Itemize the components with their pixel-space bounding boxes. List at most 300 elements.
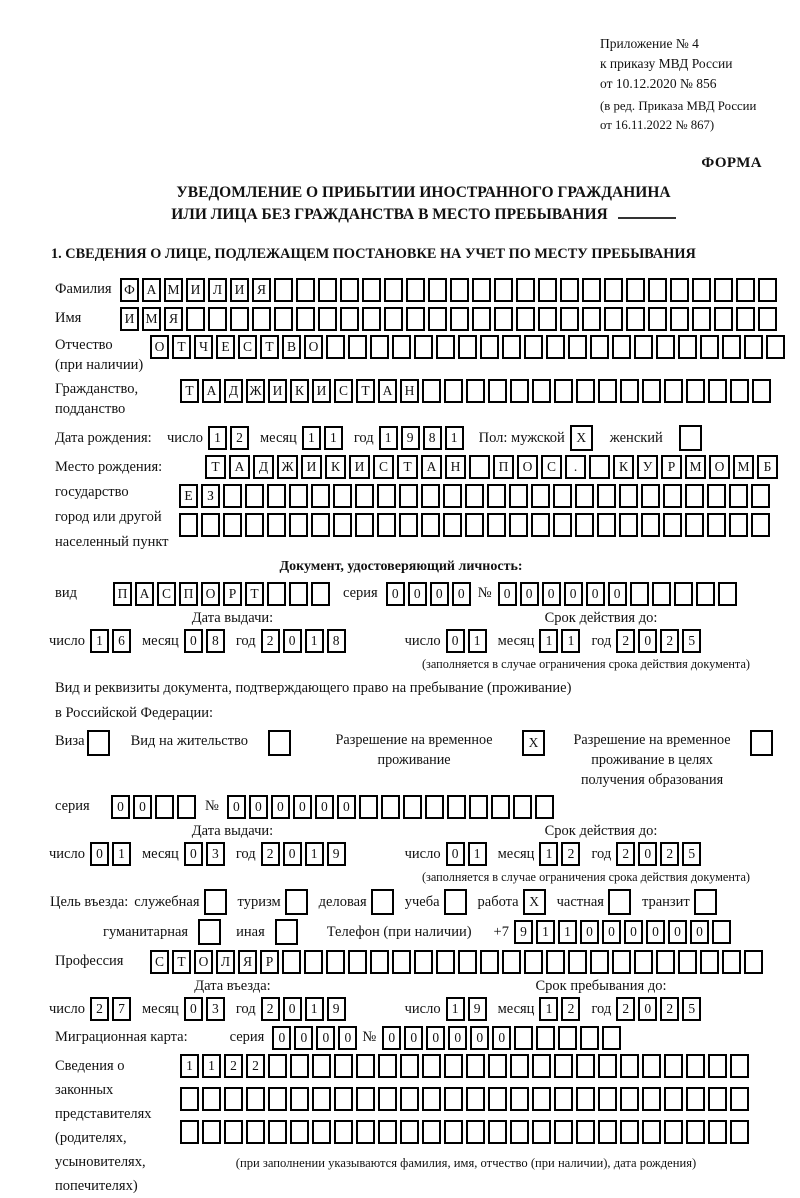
res-number-input[interactable]	[227, 795, 557, 819]
char-cell[interactable]	[608, 889, 631, 915]
char-cell[interactable]: М	[164, 278, 183, 302]
char-cell[interactable]: 0	[272, 1026, 291, 1050]
char-cell[interactable]	[311, 513, 330, 537]
char-cell[interactable]	[568, 335, 587, 359]
char-cell[interactable]: 1	[539, 842, 558, 866]
char-cell[interactable]: 0	[446, 842, 465, 866]
char-cell[interactable]: О	[150, 335, 169, 359]
char-cell[interactable]: X	[523, 889, 546, 915]
char-cell[interactable]	[466, 1087, 485, 1111]
birth-year-input[interactable]	[379, 426, 467, 450]
char-cell[interactable]	[685, 513, 704, 537]
char-cell[interactable]	[730, 1054, 749, 1078]
char-cell[interactable]	[536, 1026, 555, 1050]
char-cell[interactable]	[274, 278, 293, 302]
temp-residence-checkbox[interactable]	[522, 730, 548, 756]
char-cell[interactable]: 0	[184, 997, 203, 1021]
char-cell[interactable]: Я	[164, 307, 183, 331]
char-cell[interactable]: И	[120, 307, 139, 331]
char-cell[interactable]	[744, 950, 763, 974]
char-cell[interactable]	[604, 307, 623, 331]
char-cell[interactable]	[590, 950, 609, 974]
char-cell[interactable]: И	[186, 278, 205, 302]
char-cell[interactable]	[707, 484, 726, 508]
char-cell[interactable]	[312, 1087, 331, 1111]
char-cell[interactable]: 1	[446, 997, 465, 1021]
char-cell[interactable]	[399, 513, 418, 537]
char-cell[interactable]	[612, 950, 631, 974]
char-cell[interactable]	[403, 795, 422, 819]
char-cell[interactable]	[598, 1054, 617, 1078]
char-cell[interactable]	[516, 307, 535, 331]
char-cell[interactable]	[466, 379, 485, 403]
char-cell[interactable]	[400, 1054, 419, 1078]
char-cell[interactable]: Т	[260, 335, 279, 359]
char-cell[interactable]: 0	[638, 842, 657, 866]
char-cell[interactable]	[558, 1026, 577, 1050]
char-cell[interactable]	[422, 1120, 441, 1144]
char-cell[interactable]: 1	[539, 629, 558, 653]
char-cell[interactable]	[766, 335, 785, 359]
residence-permit-checkbox[interactable]	[268, 730, 294, 756]
representatives-input-row1[interactable]	[180, 1054, 752, 1078]
char-cell[interactable]	[538, 307, 557, 331]
char-cell[interactable]	[421, 513, 440, 537]
char-cell[interactable]: 2	[561, 842, 580, 866]
char-cell[interactable]	[334, 1120, 353, 1144]
char-cell[interactable]	[422, 1087, 441, 1111]
char-cell[interactable]	[630, 582, 649, 606]
char-cell[interactable]	[509, 513, 528, 537]
char-cell[interactable]	[538, 278, 557, 302]
char-cell[interactable]: М	[685, 455, 706, 479]
char-cell[interactable]	[714, 278, 733, 302]
char-cell[interactable]	[597, 513, 616, 537]
char-cell[interactable]	[425, 795, 444, 819]
char-cell[interactable]: Ж	[246, 379, 265, 403]
char-cell[interactable]	[714, 307, 733, 331]
char-cell[interactable]	[694, 889, 717, 915]
char-cell[interactable]: Е	[179, 484, 198, 508]
char-cell[interactable]: В	[282, 335, 301, 359]
char-cell[interactable]	[450, 278, 469, 302]
birth-month-input[interactable]	[302, 426, 346, 450]
char-cell[interactable]	[612, 335, 631, 359]
char-cell[interactable]	[311, 582, 330, 606]
doc-issue-day-input[interactable]	[90, 629, 134, 653]
char-cell[interactable]	[458, 950, 477, 974]
char-cell[interactable]	[371, 889, 394, 915]
char-cell[interactable]: А	[421, 455, 442, 479]
char-cell[interactable]	[268, 1087, 287, 1111]
char-cell[interactable]	[752, 379, 771, 403]
char-cell[interactable]: П	[113, 582, 132, 606]
char-cell[interactable]	[620, 1054, 639, 1078]
char-cell[interactable]: И	[230, 278, 249, 302]
char-cell[interactable]	[312, 1120, 331, 1144]
char-cell[interactable]	[648, 278, 667, 302]
char-cell[interactable]	[348, 950, 367, 974]
char-cell[interactable]: 1	[468, 629, 487, 653]
char-cell[interactable]: 1	[324, 426, 343, 450]
char-cell[interactable]	[708, 379, 727, 403]
char-cell[interactable]: 1	[536, 920, 555, 944]
char-cell[interactable]: Л	[208, 278, 227, 302]
char-cell[interactable]	[560, 278, 579, 302]
char-cell[interactable]	[664, 1054, 683, 1078]
doc-valid-day-input[interactable]	[446, 629, 490, 653]
char-cell[interactable]	[186, 307, 205, 331]
char-cell[interactable]: Д	[253, 455, 274, 479]
char-cell[interactable]	[326, 950, 345, 974]
char-cell[interactable]: 2	[261, 842, 280, 866]
stay-day-input[interactable]	[446, 997, 490, 1021]
char-cell[interactable]	[663, 484, 682, 508]
char-cell[interactable]	[642, 1054, 661, 1078]
char-cell[interactable]: 1	[561, 629, 580, 653]
entry-day-input[interactable]	[90, 997, 134, 1021]
char-cell[interactable]: 0	[690, 920, 709, 944]
char-cell[interactable]: 0	[315, 795, 334, 819]
char-cell[interactable]: 1	[305, 997, 324, 1021]
char-cell[interactable]	[334, 1087, 353, 1111]
char-cell[interactable]: 0	[283, 997, 302, 1021]
char-cell[interactable]: 2	[660, 842, 679, 866]
entry-year-input[interactable]	[261, 997, 349, 1021]
char-cell[interactable]: 1	[302, 426, 321, 450]
char-cell[interactable]	[575, 513, 594, 537]
char-cell[interactable]: С	[373, 455, 394, 479]
stay-month-input[interactable]	[539, 997, 583, 1021]
char-cell[interactable]	[664, 379, 683, 403]
char-cell[interactable]: 2	[660, 997, 679, 1021]
char-cell[interactable]	[488, 1054, 507, 1078]
char-cell[interactable]	[377, 513, 396, 537]
char-cell[interactable]	[546, 335, 565, 359]
char-cell[interactable]: 0	[580, 920, 599, 944]
char-cell[interactable]	[670, 278, 689, 302]
char-cell[interactable]	[532, 1087, 551, 1111]
char-cell[interactable]	[356, 1087, 375, 1111]
char-cell[interactable]	[554, 1054, 573, 1078]
char-cell[interactable]: 0	[283, 842, 302, 866]
char-cell[interactable]: 0	[430, 582, 449, 606]
char-cell[interactable]: И	[301, 455, 322, 479]
char-cell[interactable]	[362, 307, 381, 331]
char-cell[interactable]: 9	[468, 997, 487, 1021]
char-cell[interactable]	[311, 484, 330, 508]
char-cell[interactable]: 0	[448, 1026, 467, 1050]
char-cell[interactable]	[443, 513, 462, 537]
char-cell[interactable]: И	[312, 379, 331, 403]
char-cell[interactable]	[318, 307, 337, 331]
char-cell[interactable]	[750, 730, 773, 756]
char-cell[interactable]: 0	[404, 1026, 423, 1050]
char-cell[interactable]	[641, 484, 660, 508]
char-cell[interactable]	[267, 582, 286, 606]
char-cell[interactable]	[443, 484, 462, 508]
char-cell[interactable]	[348, 335, 367, 359]
char-cell[interactable]	[513, 795, 532, 819]
char-cell[interactable]	[312, 1054, 331, 1078]
char-cell[interactable]	[414, 950, 433, 974]
purpose-official-checkbox[interactable]	[204, 889, 230, 915]
char-cell[interactable]	[510, 1120, 529, 1144]
char-cell[interactable]	[400, 1120, 419, 1144]
char-cell[interactable]: 0	[638, 997, 657, 1021]
char-cell[interactable]	[355, 513, 374, 537]
char-cell[interactable]	[267, 513, 286, 537]
char-cell[interactable]	[509, 484, 528, 508]
char-cell[interactable]	[340, 278, 359, 302]
char-cell[interactable]: Н	[445, 455, 466, 479]
char-cell[interactable]	[202, 1120, 221, 1144]
char-cell[interactable]	[201, 513, 220, 537]
char-cell[interactable]	[718, 582, 737, 606]
char-cell[interactable]	[576, 1054, 595, 1078]
char-cell[interactable]	[406, 278, 425, 302]
char-cell[interactable]: 1	[202, 1054, 221, 1078]
char-cell[interactable]: 0	[564, 582, 583, 606]
char-cell[interactable]: Т	[356, 379, 375, 403]
patronymic-input[interactable]	[150, 335, 788, 359]
char-cell[interactable]: А	[202, 379, 221, 403]
char-cell[interactable]	[674, 582, 693, 606]
char-cell[interactable]	[514, 1026, 533, 1050]
char-cell[interactable]: А	[135, 582, 154, 606]
char-cell[interactable]	[648, 307, 667, 331]
phone-input[interactable]	[514, 920, 734, 944]
char-cell[interactable]	[708, 1054, 727, 1078]
char-cell[interactable]: Р	[223, 582, 242, 606]
char-cell[interactable]: 9	[514, 920, 533, 944]
char-cell[interactable]: 8	[206, 629, 225, 653]
char-cell[interactable]	[230, 307, 249, 331]
res-valid-day-input[interactable]	[446, 842, 490, 866]
char-cell[interactable]	[444, 1120, 463, 1144]
char-cell[interactable]: 0	[386, 582, 405, 606]
char-cell[interactable]: 1	[90, 629, 109, 653]
char-cell[interactable]	[580, 1026, 599, 1050]
char-cell[interactable]: 9	[401, 426, 420, 450]
char-cell[interactable]: Ч	[194, 335, 213, 359]
char-cell[interactable]	[334, 1054, 353, 1078]
char-cell[interactable]	[488, 1120, 507, 1144]
char-cell[interactable]	[532, 379, 551, 403]
char-cell[interactable]	[692, 278, 711, 302]
char-cell[interactable]: С	[334, 379, 353, 403]
char-cell[interactable]	[692, 307, 711, 331]
representatives-input-row3[interactable]	[180, 1120, 752, 1144]
char-cell[interactable]: 2	[261, 997, 280, 1021]
char-cell[interactable]	[730, 379, 749, 403]
char-cell[interactable]	[535, 795, 554, 819]
char-cell[interactable]: 1	[558, 920, 577, 944]
doc-number-input[interactable]	[498, 582, 740, 606]
char-cell[interactable]	[224, 1120, 243, 1144]
char-cell[interactable]: 2	[616, 997, 635, 1021]
char-cell[interactable]	[204, 889, 227, 915]
char-cell[interactable]	[626, 307, 645, 331]
char-cell[interactable]	[712, 920, 731, 944]
char-cell[interactable]	[730, 1120, 749, 1144]
char-cell[interactable]: 0	[602, 920, 621, 944]
char-cell[interactable]: 0	[624, 920, 643, 944]
char-cell[interactable]	[619, 484, 638, 508]
char-cell[interactable]: 0	[184, 842, 203, 866]
char-cell[interactable]	[758, 278, 777, 302]
char-cell[interactable]: 3	[206, 842, 225, 866]
char-cell[interactable]: Т	[245, 582, 264, 606]
char-cell[interactable]	[469, 795, 488, 819]
char-cell[interactable]: П	[179, 582, 198, 606]
char-cell[interactable]	[664, 1120, 683, 1144]
birthplace-input-row1[interactable]	[205, 455, 781, 479]
char-cell[interactable]: Ж	[277, 455, 298, 479]
char-cell[interactable]	[356, 1054, 375, 1078]
char-cell[interactable]	[289, 582, 308, 606]
char-cell[interactable]	[576, 379, 595, 403]
char-cell[interactable]	[620, 1120, 639, 1144]
char-cell[interactable]	[491, 795, 510, 819]
char-cell[interactable]: 0	[426, 1026, 445, 1050]
doc-valid-month-input[interactable]	[539, 629, 583, 653]
char-cell[interactable]: С	[157, 582, 176, 606]
char-cell[interactable]	[318, 278, 337, 302]
char-cell[interactable]: 2	[230, 426, 249, 450]
char-cell[interactable]	[560, 307, 579, 331]
char-cell[interactable]	[356, 1120, 375, 1144]
char-cell[interactable]	[444, 1087, 463, 1111]
char-cell[interactable]: 0	[586, 582, 605, 606]
char-cell[interactable]	[642, 1120, 661, 1144]
char-cell[interactable]: 0	[646, 920, 665, 944]
char-cell[interactable]: Т	[205, 455, 226, 479]
char-cell[interactable]: К	[613, 455, 634, 479]
char-cell[interactable]	[524, 335, 543, 359]
temp-residence-edu-checkbox[interactable]	[750, 730, 776, 756]
char-cell[interactable]	[428, 278, 447, 302]
char-cell[interactable]	[582, 278, 601, 302]
char-cell[interactable]	[289, 513, 308, 537]
char-cell[interactable]: О	[194, 950, 213, 974]
char-cell[interactable]	[758, 307, 777, 331]
char-cell[interactable]	[736, 278, 755, 302]
char-cell[interactable]: 0	[470, 1026, 489, 1050]
char-cell[interactable]	[700, 950, 719, 974]
char-cell[interactable]: .	[565, 455, 586, 479]
char-cell[interactable]	[355, 484, 374, 508]
mig-series-input[interactable]	[272, 1026, 360, 1050]
char-cell[interactable]	[400, 1087, 419, 1111]
char-cell[interactable]: Е	[216, 335, 235, 359]
char-cell[interactable]	[223, 484, 242, 508]
char-cell[interactable]	[642, 379, 661, 403]
char-cell[interactable]: Р	[661, 455, 682, 479]
char-cell[interactable]: 1	[305, 842, 324, 866]
char-cell[interactable]	[414, 335, 433, 359]
doc-issue-year-input[interactable]	[261, 629, 349, 653]
char-cell[interactable]	[494, 278, 513, 302]
char-cell[interactable]	[274, 307, 293, 331]
char-cell[interactable]	[634, 335, 653, 359]
char-cell[interactable]	[472, 307, 491, 331]
res-issue-day-input[interactable]	[90, 842, 134, 866]
char-cell[interactable]	[620, 1087, 639, 1111]
char-cell[interactable]	[678, 335, 697, 359]
char-cell[interactable]	[472, 278, 491, 302]
char-cell[interactable]	[422, 379, 441, 403]
char-cell[interactable]	[469, 455, 490, 479]
char-cell[interactable]	[744, 335, 763, 359]
char-cell[interactable]	[656, 950, 675, 974]
char-cell[interactable]	[245, 513, 264, 537]
char-cell[interactable]: М	[733, 455, 754, 479]
char-cell[interactable]	[642, 1087, 661, 1111]
char-cell[interactable]	[494, 307, 513, 331]
char-cell[interactable]: 5	[682, 997, 701, 1021]
char-cell[interactable]: 1	[379, 426, 398, 450]
char-cell[interactable]	[268, 1054, 287, 1078]
char-cell[interactable]: Т	[172, 335, 191, 359]
doc-series-input[interactable]	[386, 582, 474, 606]
char-cell[interactable]: 1	[468, 842, 487, 866]
char-cell[interactable]	[568, 950, 587, 974]
char-cell[interactable]	[296, 307, 315, 331]
char-cell[interactable]: С	[238, 335, 257, 359]
char-cell[interactable]	[179, 513, 198, 537]
char-cell[interactable]	[252, 307, 271, 331]
char-cell[interactable]	[450, 307, 469, 331]
char-cell[interactable]	[664, 1087, 683, 1111]
doc-issue-month-input[interactable]	[184, 629, 228, 653]
char-cell[interactable]: 0	[316, 1026, 335, 1050]
char-cell[interactable]	[510, 379, 529, 403]
char-cell[interactable]	[487, 513, 506, 537]
char-cell[interactable]	[447, 795, 466, 819]
char-cell[interactable]	[267, 484, 286, 508]
char-cell[interactable]: Б	[757, 455, 778, 479]
char-cell[interactable]	[686, 1054, 705, 1078]
birth-day-input[interactable]	[208, 426, 252, 450]
char-cell[interactable]	[652, 582, 671, 606]
char-cell[interactable]	[384, 307, 403, 331]
purpose-work-checkbox[interactable]	[523, 889, 549, 915]
char-cell[interactable]: 0	[283, 629, 302, 653]
char-cell[interactable]: 1	[112, 842, 131, 866]
res-valid-year-input[interactable]	[616, 842, 704, 866]
char-cell[interactable]: О	[517, 455, 538, 479]
char-cell[interactable]	[333, 484, 352, 508]
char-cell[interactable]: 5	[682, 629, 701, 653]
char-cell[interactable]	[598, 1087, 617, 1111]
representatives-input-row2[interactable]	[180, 1087, 752, 1111]
char-cell[interactable]	[177, 795, 196, 819]
char-cell[interactable]: 2	[246, 1054, 265, 1078]
char-cell[interactable]: 0	[446, 629, 465, 653]
res-issue-year-input[interactable]	[261, 842, 349, 866]
purpose-private-checkbox[interactable]	[608, 889, 634, 915]
char-cell[interactable]	[282, 950, 301, 974]
char-cell[interactable]	[487, 484, 506, 508]
char-cell[interactable]: У	[637, 455, 658, 479]
char-cell[interactable]	[304, 950, 323, 974]
char-cell[interactable]: О	[709, 455, 730, 479]
char-cell[interactable]	[589, 455, 610, 479]
char-cell[interactable]	[531, 484, 550, 508]
given-name-input[interactable]	[120, 307, 780, 331]
char-cell[interactable]	[392, 950, 411, 974]
